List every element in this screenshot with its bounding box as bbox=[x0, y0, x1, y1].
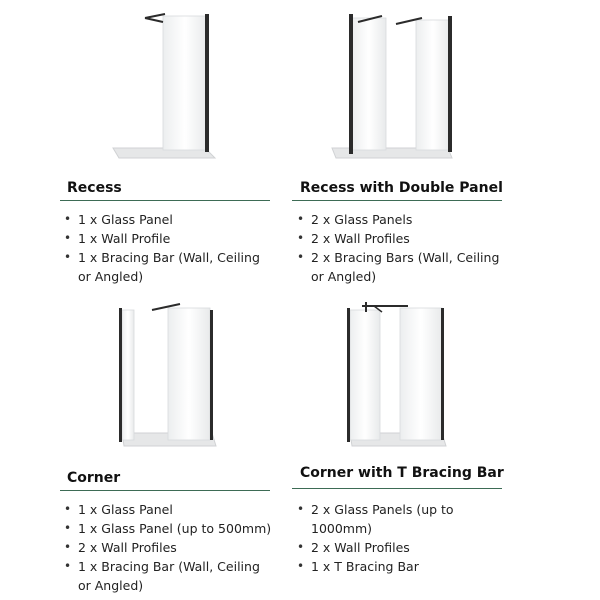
card-title-corner: Corner bbox=[67, 470, 121, 486]
card-divider-recess bbox=[60, 200, 270, 201]
list-item: • 2 x Glass Panels bbox=[295, 210, 500, 229]
card-items-recess-double-panel bbox=[295, 210, 500, 286]
card-title-recess-double-panel: Recess with Double Panel bbox=[300, 180, 503, 196]
card-divider-corner bbox=[60, 490, 270, 491]
list-item: • 1 x Wall Profile bbox=[62, 229, 272, 248]
list-item: • 1 x Glass Panel (up to 500mm) bbox=[62, 519, 272, 538]
card-title-corner-t-bracing: Corner with T Bracing Bar bbox=[300, 465, 504, 481]
card-title-recess: Recess bbox=[67, 180, 122, 196]
list-item: • 2 x Wall Profiles bbox=[62, 538, 272, 557]
corner-t-bracing-illustration bbox=[342, 298, 452, 453]
list-item: • 1 x Bracing Bar (Wall, Ceiling or Angled) bbox=[62, 248, 272, 286]
list-item: • 2 x Glass Panels (up to 1000mm) bbox=[295, 500, 505, 538]
recess-double-panel-illustration bbox=[330, 8, 460, 163]
list-item: • 1 x Bracing Bar (Wall, Ceiling or Angled) bbox=[62, 557, 272, 595]
list-item: • 2 x Wall Profiles bbox=[295, 229, 500, 248]
list-item: • 1 x Glass Panel bbox=[62, 210, 272, 229]
corner-shower-illustration bbox=[112, 298, 222, 453]
list-item: • 1 x Glass Panel bbox=[62, 500, 272, 519]
recess-shower-illustration bbox=[105, 8, 225, 163]
list-item: • 1 x T Bracing Bar bbox=[295, 557, 505, 576]
card-divider-recess-double-panel bbox=[292, 200, 502, 201]
list-item: • 2 x Wall Profiles bbox=[295, 538, 505, 557]
card-items-recess bbox=[62, 210, 272, 286]
card-divider-corner-t-bracing bbox=[292, 488, 502, 489]
card-items-corner bbox=[62, 500, 272, 595]
list-item: • 2 x Bracing Bars (Wall, Ceiling or Angled) bbox=[295, 248, 500, 286]
card-items-corner-t-bracing bbox=[295, 500, 505, 576]
